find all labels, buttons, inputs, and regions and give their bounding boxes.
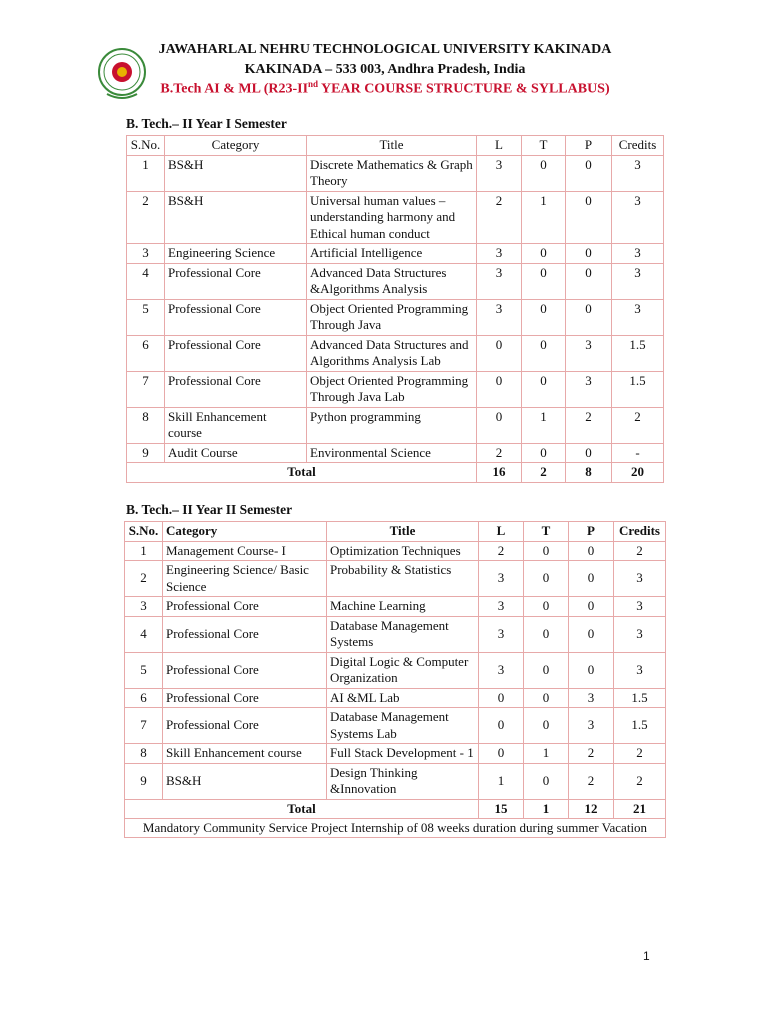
- row-title: Database Management Systems: [327, 616, 479, 652]
- col-p: P: [566, 136, 612, 156]
- row-l: 0: [479, 708, 524, 744]
- row-sno: 9: [127, 443, 165, 463]
- row-category: Professional Core: [163, 688, 327, 708]
- table-row: [127, 155, 664, 191]
- col-t: T: [524, 522, 569, 542]
- internship-note: Mandatory Community Service Project Internship of 08 weeks duration during summer Vacation: [125, 819, 666, 838]
- table-row: [125, 597, 666, 617]
- row-category: BS&H: [165, 155, 307, 191]
- row-credits: -: [612, 443, 664, 463]
- row-p: 0: [566, 263, 612, 299]
- row-sno: 5: [125, 652, 163, 688]
- row-l: 3: [477, 155, 522, 191]
- row-t: 0: [522, 155, 566, 191]
- row-p: 0: [566, 299, 612, 335]
- row-credits: 3: [612, 244, 664, 264]
- row-sno: 8: [127, 407, 165, 443]
- row-sno: 6: [127, 335, 165, 371]
- row-p: 0: [566, 244, 612, 264]
- row-p: 0: [569, 616, 614, 652]
- row-t: 0: [522, 335, 566, 371]
- row-credits: 1.5: [614, 708, 666, 744]
- row-t: 0: [524, 763, 569, 799]
- table-row: [127, 407, 664, 443]
- row-category: Skill Enhancement course: [163, 744, 327, 764]
- row-sno: 1: [125, 541, 163, 561]
- row-t: 0: [522, 244, 566, 264]
- row-p: 0: [569, 561, 614, 597]
- row-title: Design Thinking &Innovation: [327, 763, 479, 799]
- row-title: Discrete Mathematics & Graph Theory: [307, 155, 477, 191]
- row-category: BS&H: [163, 763, 327, 799]
- row-category: Professional Core: [165, 335, 307, 371]
- row-sno: 4: [125, 616, 163, 652]
- row-sno: 7: [127, 371, 165, 407]
- row-title: Python programming: [307, 407, 477, 443]
- row-sno: 8: [125, 744, 163, 764]
- col-t: T: [522, 136, 566, 156]
- row-p: 3: [569, 708, 614, 744]
- col-credits: Credits: [614, 522, 666, 542]
- university-logo: [97, 44, 147, 104]
- col-category: Category: [163, 522, 327, 542]
- col-category: Category: [165, 136, 307, 156]
- row-category: Audit Course: [165, 443, 307, 463]
- row-credits: 3: [612, 299, 664, 335]
- row-credits: 1.5: [612, 335, 664, 371]
- row-l: 2: [479, 541, 524, 561]
- col-p: P: [569, 522, 614, 542]
- row-credits: 3: [612, 155, 664, 191]
- row-credits: 3: [614, 616, 666, 652]
- semester1-heading: B. Tech.– II Year I Semester: [126, 116, 287, 131]
- row-category: Professional Core: [163, 616, 327, 652]
- row-l: 3: [479, 561, 524, 597]
- row-t: 0: [524, 616, 569, 652]
- row-category: Engineering Science: [165, 244, 307, 264]
- course-title: B.Tech AI & ML (R23-IInd YEAR COURSE STRUCTURE & SYLLABUS): [160, 79, 610, 97]
- total-label: Total: [125, 799, 479, 819]
- university-address: KAKINADA – 533 003, Andhra Pradesh, India: [244, 62, 526, 77]
- row-sno: 9: [125, 763, 163, 799]
- total-label: Total: [127, 463, 477, 483]
- table-row: [125, 652, 666, 688]
- row-title: Object Oriented Programming Through Java Lab: [307, 371, 477, 407]
- row-credits: 1.5: [612, 371, 664, 407]
- row-p: 0: [566, 443, 612, 463]
- row-t: 0: [522, 443, 566, 463]
- row-category: Professional Core: [165, 299, 307, 335]
- note-row: [125, 819, 666, 838]
- row-t: 0: [522, 299, 566, 335]
- row-t: 1: [524, 744, 569, 764]
- row-t: 0: [522, 371, 566, 407]
- row-sno: 2: [127, 191, 165, 244]
- table-row: [127, 299, 664, 335]
- total-l: 15: [479, 799, 524, 819]
- row-p: 2: [569, 744, 614, 764]
- row-sno: 5: [127, 299, 165, 335]
- col-credits: Credits: [612, 136, 664, 156]
- row-title: Machine Learning: [327, 597, 479, 617]
- row-credits: 1.5: [614, 688, 666, 708]
- row-category: Professional Core: [163, 652, 327, 688]
- row-category: Skill Enhancement course: [165, 407, 307, 443]
- total-t: 2: [522, 463, 566, 483]
- row-p: 3: [566, 371, 612, 407]
- row-l: 3: [477, 244, 522, 264]
- row-title: Advanced Data Structures &Algorithms Analysis: [307, 263, 477, 299]
- row-category: Engineering Science/ Basic Science: [163, 561, 327, 597]
- row-p: 2: [569, 763, 614, 799]
- row-t: 0: [524, 652, 569, 688]
- row-category: Professional Core: [165, 263, 307, 299]
- row-category: Management Course- I: [163, 541, 327, 561]
- row-l: 3: [479, 597, 524, 617]
- row-credits: 3: [614, 561, 666, 597]
- semester2-table: [124, 521, 666, 838]
- row-l: 3: [479, 616, 524, 652]
- row-title: Digital Logic & Computer Organization: [327, 652, 479, 688]
- row-credits: 3: [614, 597, 666, 617]
- row-p: 0: [566, 191, 612, 244]
- university-name: JAWAHARLAL NEHRU TECHNOLOGICAL UNIVERSITY KAKINADA: [158, 42, 612, 57]
- row-l: 0: [479, 744, 524, 764]
- row-title: Database Management Systems Lab: [327, 708, 479, 744]
- row-l: 3: [477, 263, 522, 299]
- row-l: 0: [479, 688, 524, 708]
- row-t: 0: [522, 263, 566, 299]
- row-sno: 2: [125, 561, 163, 597]
- table-row: [125, 561, 666, 597]
- row-t: 0: [524, 688, 569, 708]
- total-t: 1: [524, 799, 569, 819]
- table-row: [127, 443, 664, 463]
- row-l: 0: [477, 371, 522, 407]
- semester1-table: [126, 135, 664, 483]
- table-row: [125, 763, 666, 799]
- table-row: [125, 541, 666, 561]
- col-title: Title: [307, 136, 477, 156]
- row-sno: 1: [127, 155, 165, 191]
- row-p: 0: [569, 541, 614, 561]
- total-l: 16: [477, 463, 522, 483]
- row-title: Optimization Techniques: [327, 541, 479, 561]
- row-title: AI &ML Lab: [327, 688, 479, 708]
- row-credits: 2: [612, 407, 664, 443]
- row-credits: 3: [614, 652, 666, 688]
- row-title: Probability & Statistics: [327, 561, 479, 597]
- col-sno: S.No.: [127, 136, 165, 156]
- row-l: 2: [477, 191, 522, 244]
- row-category: BS&H: [165, 191, 307, 244]
- row-title: Full Stack Development - 1: [327, 744, 479, 764]
- row-category: Professional Core: [163, 597, 327, 617]
- row-l: 1: [479, 763, 524, 799]
- row-p: 0: [566, 155, 612, 191]
- row-t: 0: [524, 541, 569, 561]
- row-sno: 3: [125, 597, 163, 617]
- total-row: [125, 799, 666, 819]
- row-t: 1: [522, 407, 566, 443]
- row-l: 2: [477, 443, 522, 463]
- table-row: [125, 708, 666, 744]
- table-row: [125, 688, 666, 708]
- row-sno: 4: [127, 263, 165, 299]
- row-t: 0: [524, 708, 569, 744]
- col-title: Title: [327, 522, 479, 542]
- table-header-row: [125, 522, 666, 542]
- row-title: Universal human values – understanding harmony and Ethical human conduct: [307, 191, 477, 244]
- row-title: Object Oriented Programming Through Java: [307, 299, 477, 335]
- row-p: 2: [566, 407, 612, 443]
- row-p: 0: [569, 597, 614, 617]
- row-sno: 6: [125, 688, 163, 708]
- table-row: [127, 263, 664, 299]
- row-p: 0: [569, 652, 614, 688]
- col-l: L: [477, 136, 522, 156]
- table-header-row: [127, 136, 664, 156]
- table-row: [127, 335, 664, 371]
- row-credits: 2: [614, 744, 666, 764]
- row-sno: 3: [127, 244, 165, 264]
- row-title: Environmental Science: [307, 443, 477, 463]
- table-row: [125, 744, 666, 764]
- row-t: 0: [524, 597, 569, 617]
- table-row: [127, 371, 664, 407]
- row-p: 3: [569, 688, 614, 708]
- total-credits: 21: [614, 799, 666, 819]
- row-credits: 2: [614, 541, 666, 561]
- row-t: 0: [524, 561, 569, 597]
- total-p: 12: [569, 799, 614, 819]
- total-credits: 20: [612, 463, 664, 483]
- total-p: 8: [566, 463, 612, 483]
- row-credits: 2: [614, 763, 666, 799]
- row-category: Professional Core: [165, 371, 307, 407]
- semester2-heading: B. Tech.– II Year II Semester: [126, 502, 293, 517]
- row-title: Artificial Intelligence: [307, 244, 477, 264]
- col-l: L: [479, 522, 524, 542]
- row-l: 3: [477, 299, 522, 335]
- row-l: 0: [477, 407, 522, 443]
- col-sno: S.No.: [125, 522, 163, 542]
- row-title: Advanced Data Structures and Algorithms Analysis Lab: [307, 335, 477, 371]
- row-credits: 3: [612, 191, 664, 244]
- row-t: 1: [522, 191, 566, 244]
- page-number: 1: [643, 949, 650, 963]
- table-row: [127, 244, 664, 264]
- table-row: [127, 191, 664, 244]
- table-row: [125, 616, 666, 652]
- row-credits: 3: [612, 263, 664, 299]
- row-p: 3: [566, 335, 612, 371]
- row-l: 3: [479, 652, 524, 688]
- row-category: Professional Core: [163, 708, 327, 744]
- row-sno: 7: [125, 708, 163, 744]
- total-row: [127, 463, 664, 483]
- row-l: 0: [477, 335, 522, 371]
